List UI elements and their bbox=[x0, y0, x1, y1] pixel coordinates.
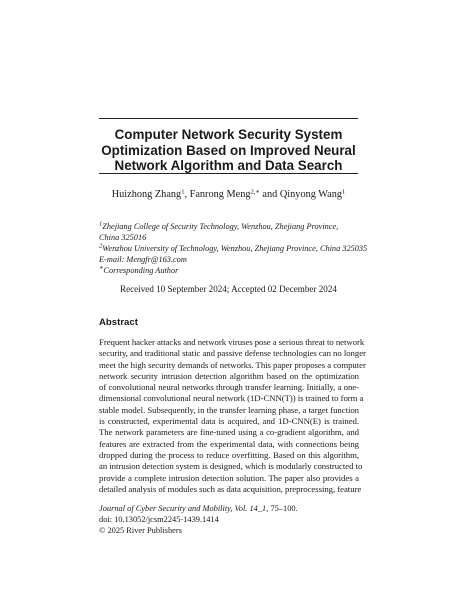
author-separator: and bbox=[259, 189, 280, 200]
abstract-line: Frequent hacker attacks and network viruses pose a serious threat to network bbox=[99, 337, 365, 347]
abstract-heading: Abstract bbox=[99, 317, 138, 328]
abstract-line: dimensional convolutional neural network (1D-CNN(T)) is trained to form a bbox=[99, 393, 364, 404]
affiliation-marker: 2 bbox=[99, 242, 103, 250]
corresponding-author-line bbox=[99, 266, 369, 277]
journal-footer bbox=[99, 503, 369, 537]
abstract-line: network security intrusion detection algorithm based on the optimization bbox=[99, 370, 359, 381]
author-separator: , bbox=[184, 189, 190, 200]
author-affiliation-marker: 2,∗ bbox=[250, 188, 260, 196]
abstract-body bbox=[99, 337, 366, 495]
abstract-line: security, and traditional static and passive defense technologies can no longer bbox=[99, 348, 366, 359]
journal-name: Journal of Cyber Security and Mobility, Vol. 14_1, bbox=[99, 504, 269, 513]
doi-line: doi: 10.13052/jcsm2245-1439.1414 bbox=[99, 515, 219, 525]
journal-citation bbox=[99, 503, 369, 514]
title-line: Optimization Based on Improved Neural bbox=[101, 142, 356, 158]
author-name: Fanrong Meng bbox=[189, 189, 251, 200]
affiliations bbox=[99, 222, 369, 277]
affiliation-marker: 1 bbox=[99, 220, 103, 228]
author-name: Qinyong Wang bbox=[279, 189, 343, 200]
author-affiliation-marker: 1 bbox=[342, 188, 346, 196]
copyright-line: © 2025 River Publishers bbox=[99, 526, 182, 536]
abstract-line: meet the high security demands of networks. This paper proposes a computer bbox=[99, 359, 366, 370]
corresponding-text: Corresponding Author bbox=[103, 265, 179, 275]
affiliation-line bbox=[99, 244, 369, 255]
title-line: Network Algorithm and Data Search bbox=[114, 158, 343, 174]
email-line: E-mail: Mengfr@163.com bbox=[99, 254, 187, 264]
author-list bbox=[99, 188, 358, 201]
abstract-line: The network parameters are fine-tuned using a co-gradient algorithm, and bbox=[99, 427, 359, 438]
journal-pages: 75–100. bbox=[268, 504, 298, 513]
paper-title bbox=[99, 127, 358, 174]
abstract-line: provide a complete intrusion detection solution. The paper also provides a bbox=[99, 472, 359, 483]
abstract-line: is constructed, experimental data is acquired, and 1D-CNN(E) is trained. bbox=[99, 416, 359, 427]
title-top-rule bbox=[99, 118, 358, 119]
author-name: Huizhong Zhang bbox=[111, 189, 182, 200]
author-affiliation-marker: 1 bbox=[181, 188, 185, 196]
abstract-line: an intrusion detection system is designed, which is modularly constructed to bbox=[99, 461, 363, 472]
abstract-line: dropped during the process to reduce overfitting. Based on this algorithm, bbox=[99, 449, 359, 460]
affiliation-line bbox=[99, 222, 369, 233]
abstract-line: of convolutional neural networks through transfer learning. Initially, a one- bbox=[99, 382, 359, 393]
affiliation-line: China 325016 bbox=[99, 232, 147, 242]
abstract-line: stable model. Subsequently, in the transfer learning phase, a target function bbox=[99, 404, 359, 415]
title-bottom-rule bbox=[99, 173, 358, 174]
affiliation-text: Wenzhou University of Technology, Wenzhou, Zhejiang Province, China 325035 bbox=[102, 243, 368, 253]
abstract-line: features are extracted from the experimental data, with connections being bbox=[99, 438, 359, 449]
received-accepted-dates: Received 10 September 2024; Accepted 02 December 2024 bbox=[120, 284, 337, 294]
title-line: Computer Network Security System bbox=[114, 127, 343, 142]
corresponding-marker: ∗ bbox=[99, 264, 104, 272]
affiliation-text: Zhejiang College of Security Technology, Wenzhou, Zhejiang Province, bbox=[102, 222, 339, 231]
abstract-line: detailed analysis of modules such as data acquisition, preprocessing, feature bbox=[99, 483, 362, 494]
